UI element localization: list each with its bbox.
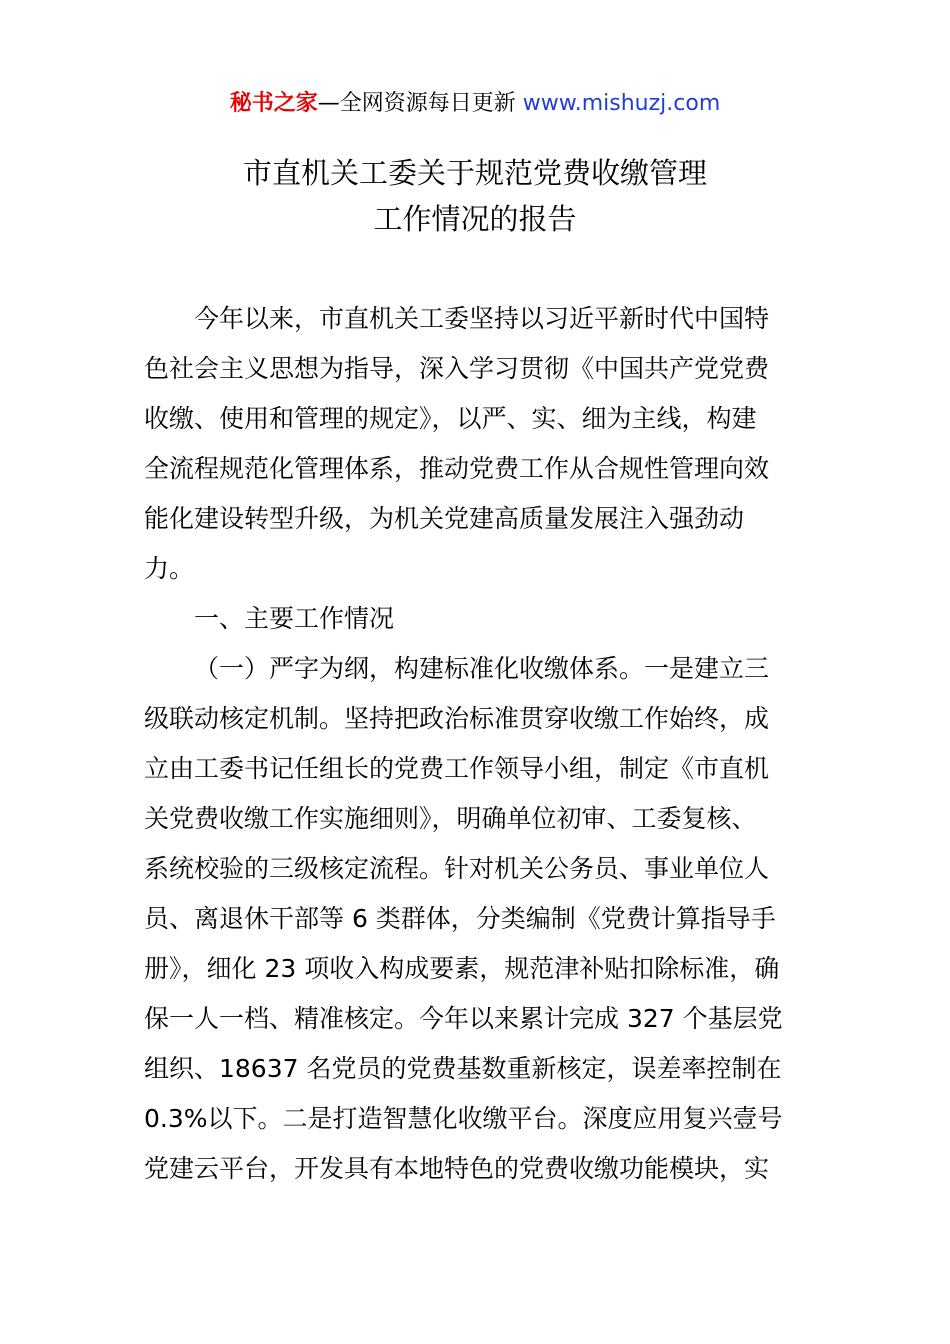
title-line-1: 市直机关工委关于规范党费收缴管理: [242, 156, 707, 190]
body-line: （一）严字为纲，构建标准化收缴体系。一是建立三: [194, 654, 770, 683]
document-body: [144, 294, 808, 1194]
site-url-link[interactable]: www.mishuzj.com: [522, 91, 721, 116]
body-line: 色社会主义思想为指导，深入学习贯彻《中国共产党党费: [144, 354, 770, 383]
body-line: 能化建设转型升级，为机关党建高质量发展注入强劲动: [144, 504, 745, 533]
body-line: 力。: [144, 554, 195, 583]
title-line-2: 工作情况的报告: [373, 202, 577, 236]
body-line: 今年以来，市直机关工委坚持以习近平新时代中国特: [194, 304, 770, 333]
body-line: 组织、18637 名党员的党费基数重新核定，误差率控制在: [144, 1054, 782, 1083]
body-line: 关党费收缴工作实施细则》，明确单位初审、工委复核、: [144, 804, 757, 833]
body-line: 级联动核定机制。坚持把政治标准贯穿收缴工作始终，成: [144, 704, 770, 733]
document-title: [0, 150, 950, 242]
body-line: 员、离退休干部等 6 类群体，分类编制《党费计算指导手: [144, 904, 776, 933]
body-line: 全流程规范化管理体系，推动党费工作从合规性管理向效: [144, 454, 770, 483]
body-line: 党建云平台，开发具有本地特色的党费收缴功能模块，实: [144, 1154, 770, 1183]
body-line: 收缴、使用和管理的规定》，以严、实、细为主线，构建: [144, 404, 757, 433]
body-line: 立由工委书记任组长的党费工作领导小组，制定《市直机: [144, 754, 770, 783]
body-line: 系统校验的三级核定流程。针对机关公务员、事业单位人: [144, 854, 770, 883]
banner-tagline: —全网资源每日更新: [317, 91, 523, 116]
section-heading: 一、主要工作情况: [194, 604, 395, 633]
body-line: 保一人一档、精准核定。今年以来累计完成 327 个基层党: [144, 1004, 783, 1033]
brand-name: 秘书之家: [229, 91, 318, 116]
site-banner: [0, 88, 950, 120]
body-line: 0.3%以下。二是打造智慧化收缴平台。深度应用复兴壹号: [144, 1104, 783, 1133]
body-line: 册》，细化 23 项收入构成要素，规范津补贴扣除标准，确: [144, 954, 780, 983]
